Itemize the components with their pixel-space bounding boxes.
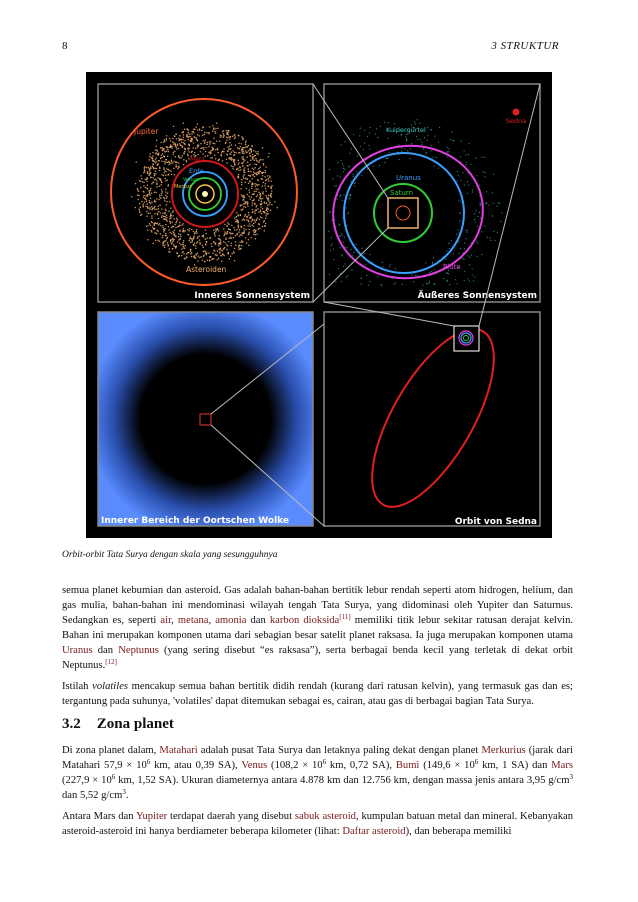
paragraph-volatiles-intro: semua planet kebumian dan asteroid. Gas adalah bahan-bahan bertitik lebur rendah seperti atom hidrogen, helium, dan gas mulia, bahan-bahan ini mendominasi wilayah tengah Tata Surya, yang didominasi oleh Yupiter dan Saturnus. Sedangkan es, seperti air, metana, amonia dan karbon dioksida[11] memiliki titik lebur sekitar ratusan derajat kelvin. Bahan ini merupakan komponen utama dari sebagian besar satelit planet raksasa. Ia juga merupakan komponen utama Uranus dan Neptunus (yang sering disebut “es raksasa”), serta berbagai benda kecil yang terletak di dekat orbit Neptunus.[12] — [62, 585, 574, 671]
pluto-label: Pluto — [443, 263, 461, 271]
mars-label: Mars — [190, 156, 205, 163]
link-neptunus[interactable]: Neptunus — [118, 645, 159, 656]
link-yupiter[interactable]: Yupiter — [136, 811, 168, 822]
asteroid-label: Asteroiden — [186, 265, 227, 274]
ref-12[interactable]: [12] — [105, 658, 117, 666]
paragraph-volatiles-term: Istilah volatiles mencakup semua bahan bertitik didih rendah (kurang dari ratusan kelvin), yang termasuk gas dan es; tergantung pada suhunya, 'volatiles' dapat ditemukan sebagai es, cairan, atau gas di berbagai bagian Tata Surya. — [62, 681, 573, 707]
link-karbon-dioksida[interactable]: karbon dioksida — [269, 615, 340, 626]
link-metana[interactable]: metana — [177, 615, 209, 626]
section-heading: 3.2 Zona planet — [62, 716, 174, 732]
link-amonia[interactable]: amonia — [215, 615, 247, 626]
link-bumi[interactable]: Bumi — [395, 760, 420, 771]
panel3-title: Innerer Bereich der Oortschen Wolke — [101, 516, 290, 526]
body-text-bottom — [62, 743, 573, 845]
earth-label: Erde — [189, 167, 204, 175]
link-daftar-asteroid[interactable]: Daftar asteroid — [342, 826, 406, 837]
sedna-dot — [513, 109, 520, 116]
panel-outer-solar-system — [324, 84, 540, 302]
mercury-label: Merkur — [174, 184, 192, 190]
link-sabuk-asteroid[interactable]: sabuk asteroid — [294, 811, 356, 822]
link-uranus[interactable]: Uranus — [62, 645, 93, 656]
link-merkurius[interactable]: Merkurius — [481, 745, 526, 756]
link-venus[interactable]: Venus — [241, 760, 268, 771]
venus-label: Venus — [183, 177, 199, 183]
panel1-title: Inneres Sonnensystem — [194, 291, 310, 301]
panel2-title: Äußeres Sonnensystem — [417, 291, 537, 301]
paragraph-inner-planets: Di zona planet dalam, Matahari adalah pusat Tata Surya dan letaknya paling dekat dengan planet Merkurius (jarak dari Matahari $57,9 \times 10^6$ km, atau 0,39 SA), Venus ($108,2 \times 10^6$ km, 0,72 SA), Bumi ($149,6 \times 10^6$ km, 1 SA) dan Mars ($227,9 \times 10^6$ km, 1,52 SA). Ukuran diameternya antara 4.878 km dan 12.756 km, dengan massa jenis antara 3,95 $g/cm^3$ dan 5,52 $g/cm^3$. — [62, 745, 573, 801]
link-matahari[interactable]: Matahari — [159, 745, 198, 756]
link-air[interactable]: air — [160, 615, 172, 626]
panel-sedna-orbit — [324, 311, 540, 527]
sun — [202, 191, 208, 197]
link-mars[interactable]: Mars — [551, 760, 573, 771]
paragraph-asteroid-belt: Antara Mars dan Yupiter terdapat daerah yang disebut sabuk asteroid, kumpulan batuan metal dan mineral. Kebanyakan asteroid-asteroid ini hanya berdiameter beberapa kilometer (lihat: Daftar asteroid), dan beberapa memiliki — [62, 811, 574, 837]
outer-system-box — [454, 326, 479, 351]
page-number: 8 — [62, 40, 68, 52]
chapter-header: 3 STRUKTUR — [491, 40, 559, 52]
kuiper-label: Kuipergürtel — [386, 126, 426, 134]
figure-caption: Orbit-orbit Tata Surya dengan skala yang sesungguhnya — [62, 550, 278, 560]
panel-inner-solar-system — [98, 84, 313, 302]
body-text-top — [62, 583, 573, 715]
sedna-label: Sedna — [505, 117, 527, 125]
panel4-title: Orbit von Sedna — [454, 517, 537, 527]
jupiter-label: Jupiter — [134, 127, 159, 136]
uranus-label: Uranus — [396, 174, 421, 182]
figure-svg — [86, 72, 552, 538]
panel-oort-cloud — [98, 312, 313, 526]
solar-system-figure — [86, 72, 552, 538]
saturn-label: Saturn — [390, 189, 414, 197]
ref-11[interactable]: [11] — [339, 613, 351, 621]
